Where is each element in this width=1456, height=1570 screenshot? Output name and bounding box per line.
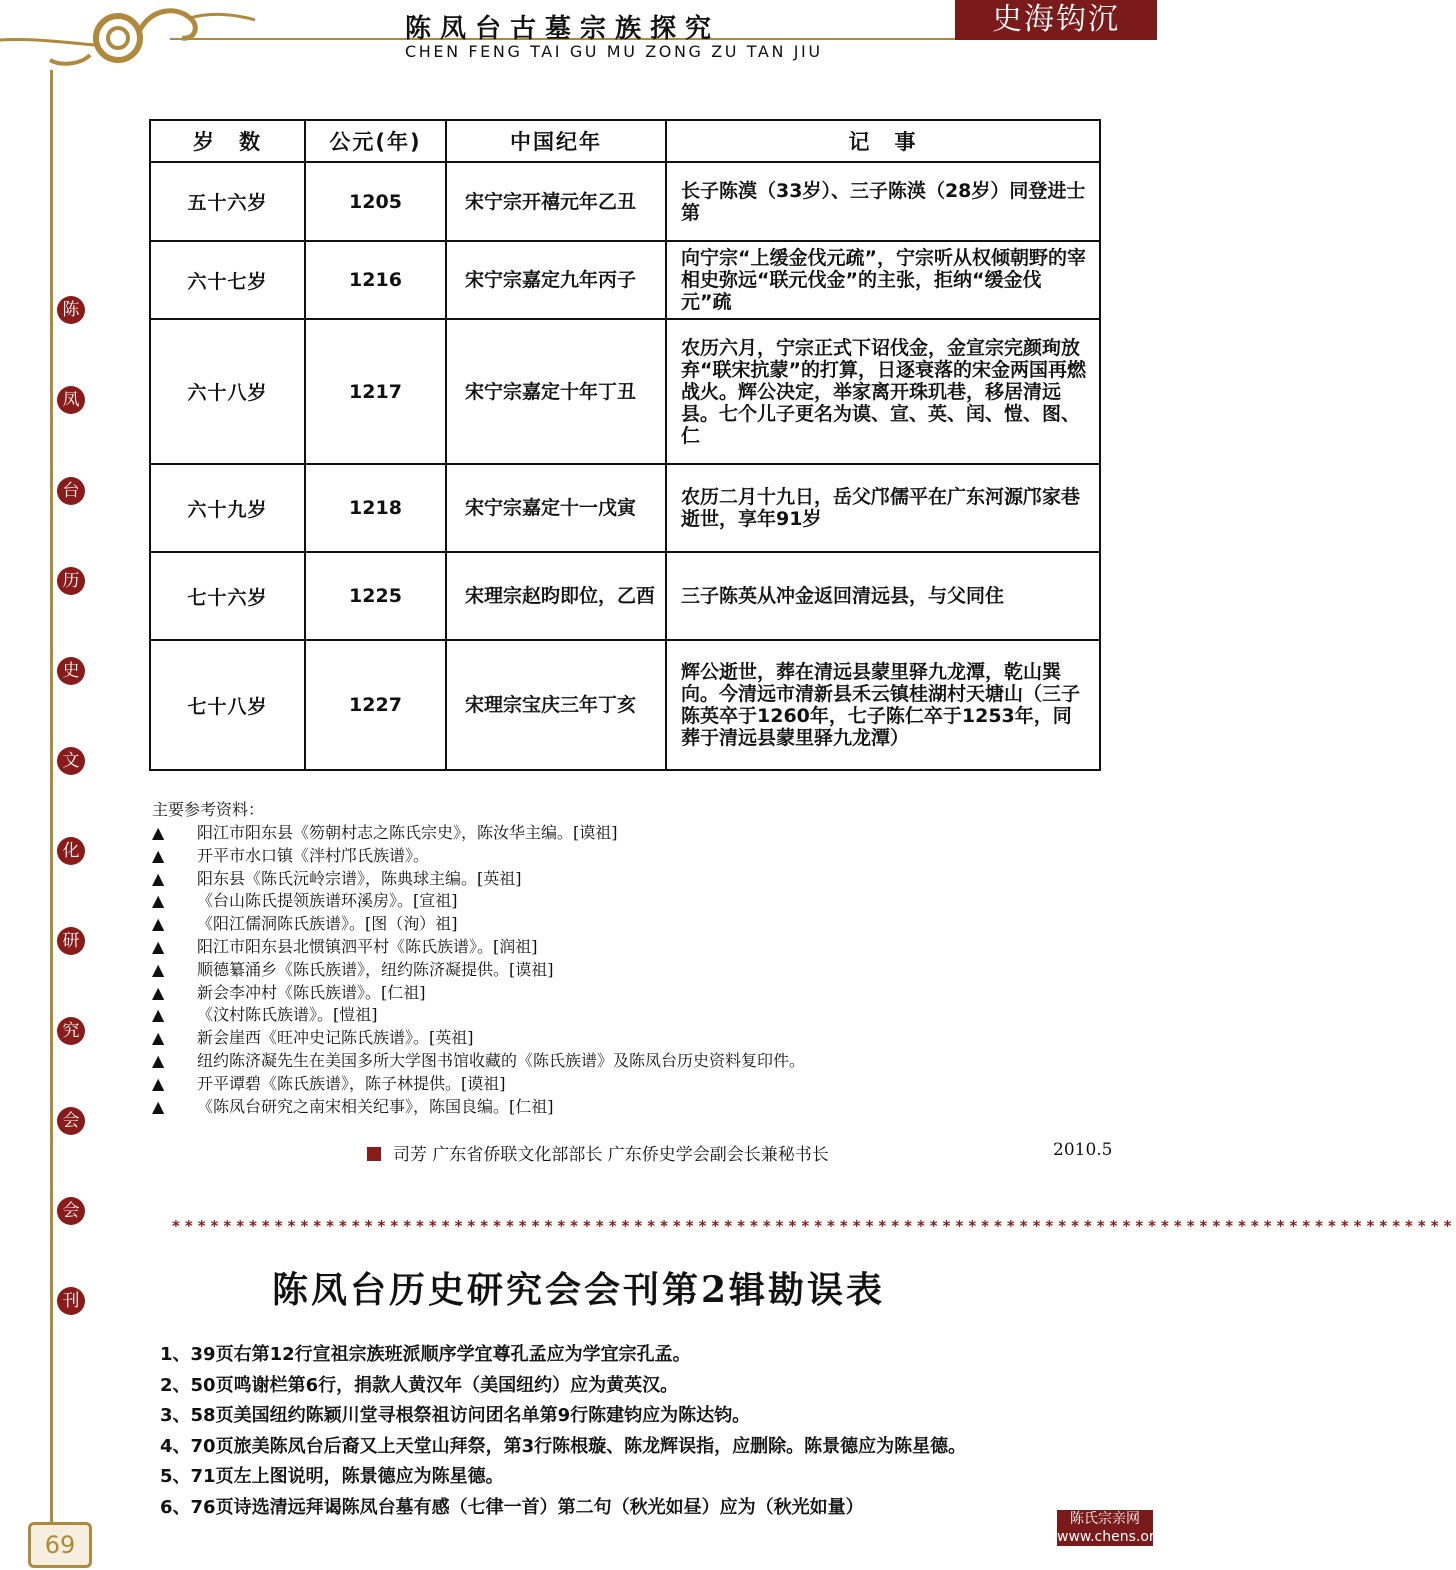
reference-item bbox=[152, 1002, 805, 1025]
reference-text: 《陈凤台研究之南宋相关纪事》，陈国良编。[仁祖] bbox=[197, 1096, 554, 1116]
age-cell: 六十八岁 bbox=[150, 319, 305, 464]
event-cell: 长子陈漠（33岁）、三子陈渶（28岁）同登进士第 bbox=[666, 162, 1100, 241]
watermark-line1: 陈氏宗亲网 bbox=[1070, 1511, 1140, 1527]
side-title-char: 台 bbox=[57, 477, 85, 505]
reference-item bbox=[152, 1048, 805, 1071]
reference-text: 《汶村陈氏族谱》。[愷祖] bbox=[197, 1005, 378, 1025]
reference-item bbox=[152, 820, 805, 843]
triangle-bullet-icon: ▲ bbox=[152, 845, 165, 865]
errata-item: 2、50页鸣谢栏第6行，捐款人黄汉年（美国纽约）应为黄英汉。 bbox=[160, 1374, 679, 1396]
dotted-divider: **************************************************************************************************** bbox=[172, 1217, 1456, 1235]
column-header: 记 事 bbox=[666, 120, 1100, 162]
table-header-row bbox=[150, 120, 1100, 162]
reference-item bbox=[152, 1071, 805, 1094]
triangle-bullet-icon: ▲ bbox=[152, 1005, 165, 1025]
side-title-char: 会 bbox=[57, 1197, 85, 1225]
reference-item bbox=[152, 1094, 805, 1117]
side-title-char: 文 bbox=[57, 747, 85, 775]
age-cell: 七十六岁 bbox=[150, 552, 305, 640]
year-cell: 1227 bbox=[305, 640, 446, 770]
event-cell: 三子陈英从冲金返回清远县，与父同住 bbox=[666, 552, 1100, 640]
year-cell: 1217 bbox=[305, 319, 446, 464]
triangle-bullet-icon: ▲ bbox=[152, 959, 165, 979]
triangle-bullet-icon: ▲ bbox=[152, 1028, 165, 1048]
side-title-char: 研 bbox=[57, 927, 85, 955]
year-cell: 1218 bbox=[305, 464, 446, 552]
header-subtitle: CHEN FENG TAI GU MU ZONG ZU TAN JIU bbox=[405, 42, 823, 61]
references-section bbox=[152, 797, 805, 1116]
triangle-bullet-icon: ▲ bbox=[152, 1073, 165, 1093]
age-cell: 六十九岁 bbox=[150, 464, 305, 552]
reference-item bbox=[152, 843, 805, 866]
year-cell: 1216 bbox=[305, 241, 446, 319]
triangle-bullet-icon: ▲ bbox=[152, 982, 165, 1002]
reference-text: 《阳江儒洞陈氏族谱》。[图（洵）祖] bbox=[197, 914, 458, 934]
side-title-char: 凤 bbox=[57, 386, 85, 414]
column-header: 中国纪年 bbox=[446, 120, 666, 162]
event-cell: 向宁宗“上缓金伐元疏”，宁宗听从权倾朝野的宰相史弥远“联元伐金”的主张，拒纳“缓金伐元”疏 bbox=[666, 241, 1100, 319]
page-number: 69 bbox=[28, 1522, 92, 1568]
triangle-bullet-icon: ▲ bbox=[152, 1096, 165, 1116]
section-tag: 史海钩沉 bbox=[955, 0, 1157, 40]
event-cell: 农历二月十九日，岳父邝儒平在广东河源邝家巷逝世，享年91岁 bbox=[666, 464, 1100, 552]
side-title-char: 史 bbox=[57, 657, 85, 685]
reference-item bbox=[152, 1025, 805, 1048]
author-date: 2010.5 bbox=[1053, 1140, 1113, 1160]
triangle-bullet-icon: ▲ bbox=[152, 891, 165, 911]
era-cell: 宋理宗赵昀即位，乙酉 bbox=[446, 552, 666, 640]
reference-item bbox=[152, 911, 805, 934]
era-cell: 宋宁宗嘉定十年丁丑 bbox=[446, 319, 666, 464]
chronology-table bbox=[149, 119, 1101, 771]
triangle-bullet-icon: ▲ bbox=[152, 823, 165, 842]
author-line bbox=[367, 1140, 829, 1165]
author-text: 司芳 广东省侨联文化部部长 广东侨史学会副会长兼秘书长 bbox=[393, 1145, 829, 1165]
year-cell: 1225 bbox=[305, 552, 446, 640]
era-cell: 宋宁宗嘉定九年丙子 bbox=[446, 241, 666, 319]
table-row bbox=[150, 319, 1100, 464]
errata-title: 陈凤台历史研究会会刊第2辑勘误表 bbox=[271, 1269, 886, 1311]
errata-item: 3、58页美国纽约陈颖川堂寻根祭祖访问团名单第9行陈建钧应为陈达钧。 bbox=[160, 1405, 751, 1426]
era-cell: 宋理宗宝庆三年丁亥 bbox=[446, 640, 666, 770]
errata-item: 5、71页左上图说明，陈景德应为陈星德。 bbox=[160, 1466, 504, 1487]
reference-text: 阳江市阳东县北惯镇泗平村《陈氏族谱》。[润祖] bbox=[197, 936, 538, 956]
age-cell: 六十七岁 bbox=[150, 241, 305, 319]
errata-item: 4、70页旅美陈凤台后裔又上天堂山拜祭，第3行陈根璇、陈龙辉误指，应删除。陈景德应为陈星德。 bbox=[160, 1435, 967, 1457]
triangle-bullet-icon: ▲ bbox=[152, 914, 165, 934]
year-cell: 1205 bbox=[305, 162, 446, 241]
table-row bbox=[150, 552, 1100, 640]
side-title-char: 陈 bbox=[57, 296, 85, 324]
table-row bbox=[150, 162, 1100, 241]
reference-text: 开平谭碧《陈氏族谱》，陈子林提供。[谟祖] bbox=[197, 1073, 506, 1093]
site-watermark bbox=[1057, 1510, 1185, 1546]
column-header: 岁 数 bbox=[150, 120, 305, 162]
references-title: 主要参考资料： bbox=[152, 800, 265, 819]
reference-text: 新会崖西《旺冲史记陈氏族谱》。[英祖] bbox=[197, 1028, 474, 1048]
reference-text: 《台山陈氏提领族谱环溪房》。[宣祖] bbox=[197, 891, 458, 911]
reference-text: 纽约陈济凝先生在美国多所大学图书馆收藏的《陈氏族谱》及陈凤台历史资料复印件。 bbox=[197, 1050, 806, 1070]
reference-text: 开平市水口镇《泮村邝氏族谱》。 bbox=[197, 845, 430, 865]
errata-item: 6、76页诗选清远拜谒陈凤台墓有感（七律一首）第二句（秋光如昼）应为（秋光如量） bbox=[160, 1496, 864, 1518]
errata-item: 1、39页右第12行宣祖宗族班派顺序学宜尊孔孟应为学宜宗孔孟。 bbox=[160, 1344, 691, 1365]
reference-item bbox=[152, 866, 805, 889]
reference-item bbox=[152, 888, 805, 911]
reference-text: 顺德纂涌乡《陈氏族谱》，纽约陈济凝提供。[谟祖] bbox=[197, 959, 554, 979]
column-header: 公元(年) bbox=[305, 120, 446, 162]
watermark-line2: www.chens.org.cn bbox=[1057, 1529, 1185, 1545]
square-marker-icon bbox=[367, 1147, 381, 1161]
triangle-bullet-icon: ▲ bbox=[152, 936, 165, 956]
triangle-bullet-icon: ▲ bbox=[152, 1050, 165, 1070]
age-cell: 五十六岁 bbox=[150, 162, 305, 241]
reference-item bbox=[152, 980, 805, 1003]
side-title-char: 历 bbox=[57, 567, 85, 595]
errata-list bbox=[160, 1340, 966, 1523]
reference-text: 阳东县《陈氏沅岭宗谱》，陈典球主编。[英祖] bbox=[197, 868, 522, 888]
age-cell: 七十八岁 bbox=[150, 640, 305, 770]
event-cell: 农历六月，宁宗正式下诏伐金，金宣宗完颜珣放弃“联宋抗蒙”的打算，日逐衰落的宋金两国再燃战火。辉公决定，举家离开珠玑巷，移居清远县。七个儿子更名为谟、宣、英、闰、愷、图、仁 bbox=[666, 319, 1100, 464]
table-row bbox=[150, 241, 1100, 319]
table-row bbox=[150, 464, 1100, 552]
era-cell: 宋宁宗嘉定十一戊寅 bbox=[446, 464, 666, 552]
reference-text: 阳江市阳东县《笏朝村志之陈氏宗史》，陈汝华主编。[谟祖] bbox=[197, 823, 618, 842]
side-title-char: 究 bbox=[57, 1017, 85, 1045]
reference-item bbox=[152, 957, 805, 980]
reference-text: 新会李冲村《陈氏族谱》。[仁祖] bbox=[197, 982, 426, 1002]
table-row bbox=[150, 640, 1100, 770]
side-title-char: 会 bbox=[57, 1107, 85, 1135]
header-title: 陈凤台古墓宗族探究 bbox=[405, 14, 721, 44]
event-cell: 辉公逝世，葬在清远县蒙里驿九龙潭，乾山巽向。今清远市清新县禾云镇桂湖村天塘山（三子陈英卒于1260年，七子陈仁卒于1253年，同葬于清远县蒙里驿九龙潭） bbox=[666, 640, 1100, 770]
side-title-char: 化 bbox=[57, 837, 85, 865]
reference-item bbox=[152, 934, 805, 957]
side-title-char: 刊 bbox=[57, 1287, 85, 1315]
era-cell: 宋宁宗开禧元年乙丑 bbox=[446, 162, 666, 241]
triangle-bullet-icon: ▲ bbox=[152, 868, 165, 888]
